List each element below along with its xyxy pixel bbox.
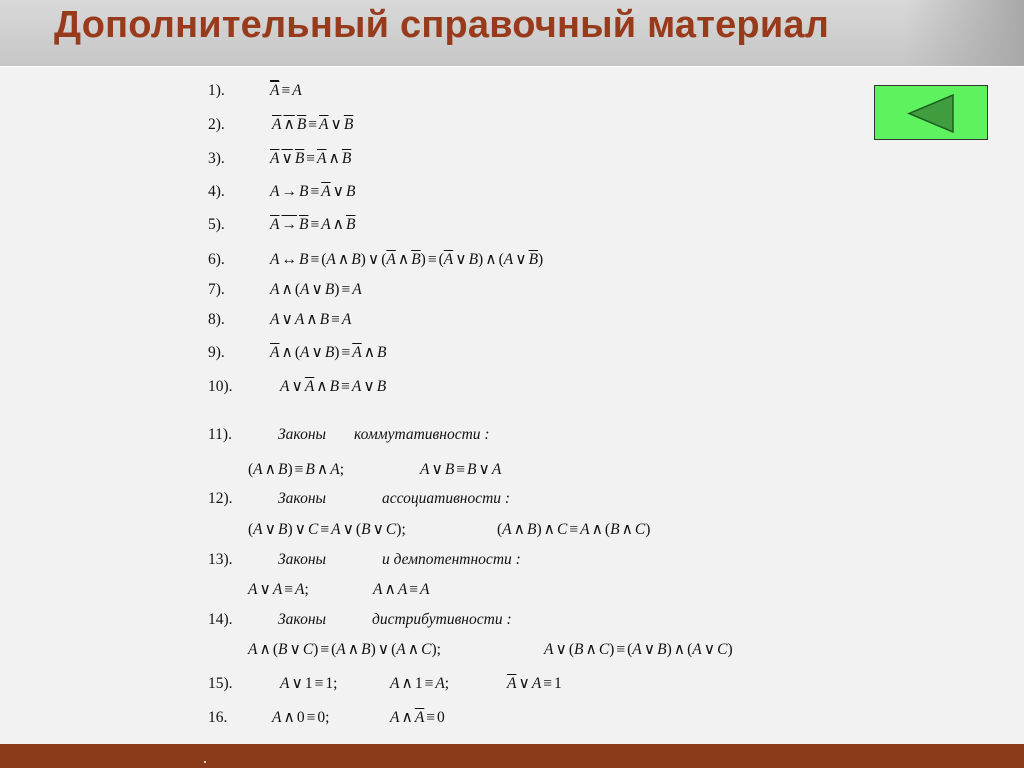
formula-number: 12). <box>208 490 233 507</box>
formula-4: $A \to B \equiv \overline{A}$ ∨ B <box>270 183 356 200</box>
formula-number: 7). <box>208 281 225 298</box>
formula-2: A ∧ $B \equiv \overline{A}$ ∨ $\overline{B}$ <box>272 116 354 133</box>
law-word: Законы <box>278 551 327 568</box>
formula-11b: A ∨ B ≡ B ∨ A <box>420 461 502 478</box>
formula-6: A ↔ B ≡ (A ∧ B) ∨ ($\overline{A}$ ∧ $\overline{B}) \equiv (\overline{A}$ ∨ B) ∧ (A ∨ $\overline{B}$) <box>270 251 544 268</box>
title-bar-shade <box>904 0 1024 66</box>
title-bar <box>0 0 1024 66</box>
law-word: Законы <box>278 611 327 628</box>
formula-13b: A ∧ A ≡ A <box>373 581 430 598</box>
formula-11a: (A ∧ B) ≡ B ∧ A; <box>248 461 344 478</box>
formula-7: A ∧ (A ∨ B) ≡ A <box>270 281 362 298</box>
footer-bar <box>0 744 1024 768</box>
footer-marker <box>204 761 206 763</box>
formula-number: 3). <box>208 150 225 167</box>
formula-number: 11). <box>208 426 232 443</box>
page-title: Дополнительный справочный материал <box>54 4 830 46</box>
formula-number: 9). <box>208 344 225 361</box>
formula-number: 2). <box>208 116 225 133</box>
formula-16b: A ∧ $\overline{A} \equiv 0$ <box>390 709 445 726</box>
formula-16a: A ∧ 0 ≡ 0; <box>272 709 330 726</box>
formula-12b: (A ∧ B) ∧ C ≡ A ∧ (B ∧ C) <box>497 521 651 538</box>
formula-number: 10). <box>208 378 233 395</box>
left-triangle-icon <box>906 93 956 134</box>
law-distributivity: дистрибутивности : <box>372 611 512 628</box>
formula-number: 8). <box>208 311 225 328</box>
formula-15b: A ∧ 1 ≡ A; <box>390 675 450 692</box>
formula-number: 5). <box>208 216 225 233</box>
back-button[interactable] <box>874 85 988 140</box>
formula-3: A ∨ $B \equiv \overline{A}$ ∧ $\overline{B}$ <box>270 150 352 167</box>
law-idempotence: и демпотентности : <box>382 551 521 568</box>
formula-number: 15). <box>208 675 233 692</box>
formula-1: $\overline{A} \equiv A$ <box>270 82 302 99</box>
formula-13a: A ∨ A ≡ A; <box>248 581 309 598</box>
formula-9: $\overline{A}$ ∧ (A ∨ $B) \equiv \overline{A}$ ∧ B <box>270 344 387 361</box>
formula-12a: (A ∨ B) ∨ C ≡ A ∨ (B ∨ C); <box>248 521 406 538</box>
formula-15c: $\overline{A}$ ∨ A ≡ 1 <box>507 675 562 692</box>
formula-10: A ∨ $\overline{A}$ ∧ B ≡ A ∨ B <box>280 378 387 395</box>
law-associativity: ассоциативности : <box>382 490 511 507</box>
formula-number: 13). <box>208 551 233 568</box>
formula-14a: A ∧ (B ∨ C) ≡ (A ∧ B) ∨ (A ∧ C); <box>248 641 441 658</box>
formula-number: 14). <box>208 611 233 628</box>
law-word: Законы <box>278 426 327 443</box>
law-commutativity: коммутативности : <box>354 426 490 443</box>
formula-number: 1). <box>208 82 225 99</box>
law-word: Законы <box>278 490 327 507</box>
formula-number: 6). <box>208 251 225 268</box>
formula-number: 4). <box>208 183 225 200</box>
formula-14b: A ∨ (B ∧ C) ≡ (A ∨ B) ∧ (A ∨ C) <box>544 641 733 658</box>
formula-number: 16. <box>208 709 228 726</box>
formula-15a: A ∨ 1 ≡ 1; <box>280 675 338 692</box>
title-divider <box>0 66 1024 67</box>
formula-8: A ∨ A ∧ B ≡ A <box>270 311 352 328</box>
formula-5: A → B ≡ A ∧ $\overline{B}$ <box>270 216 356 233</box>
